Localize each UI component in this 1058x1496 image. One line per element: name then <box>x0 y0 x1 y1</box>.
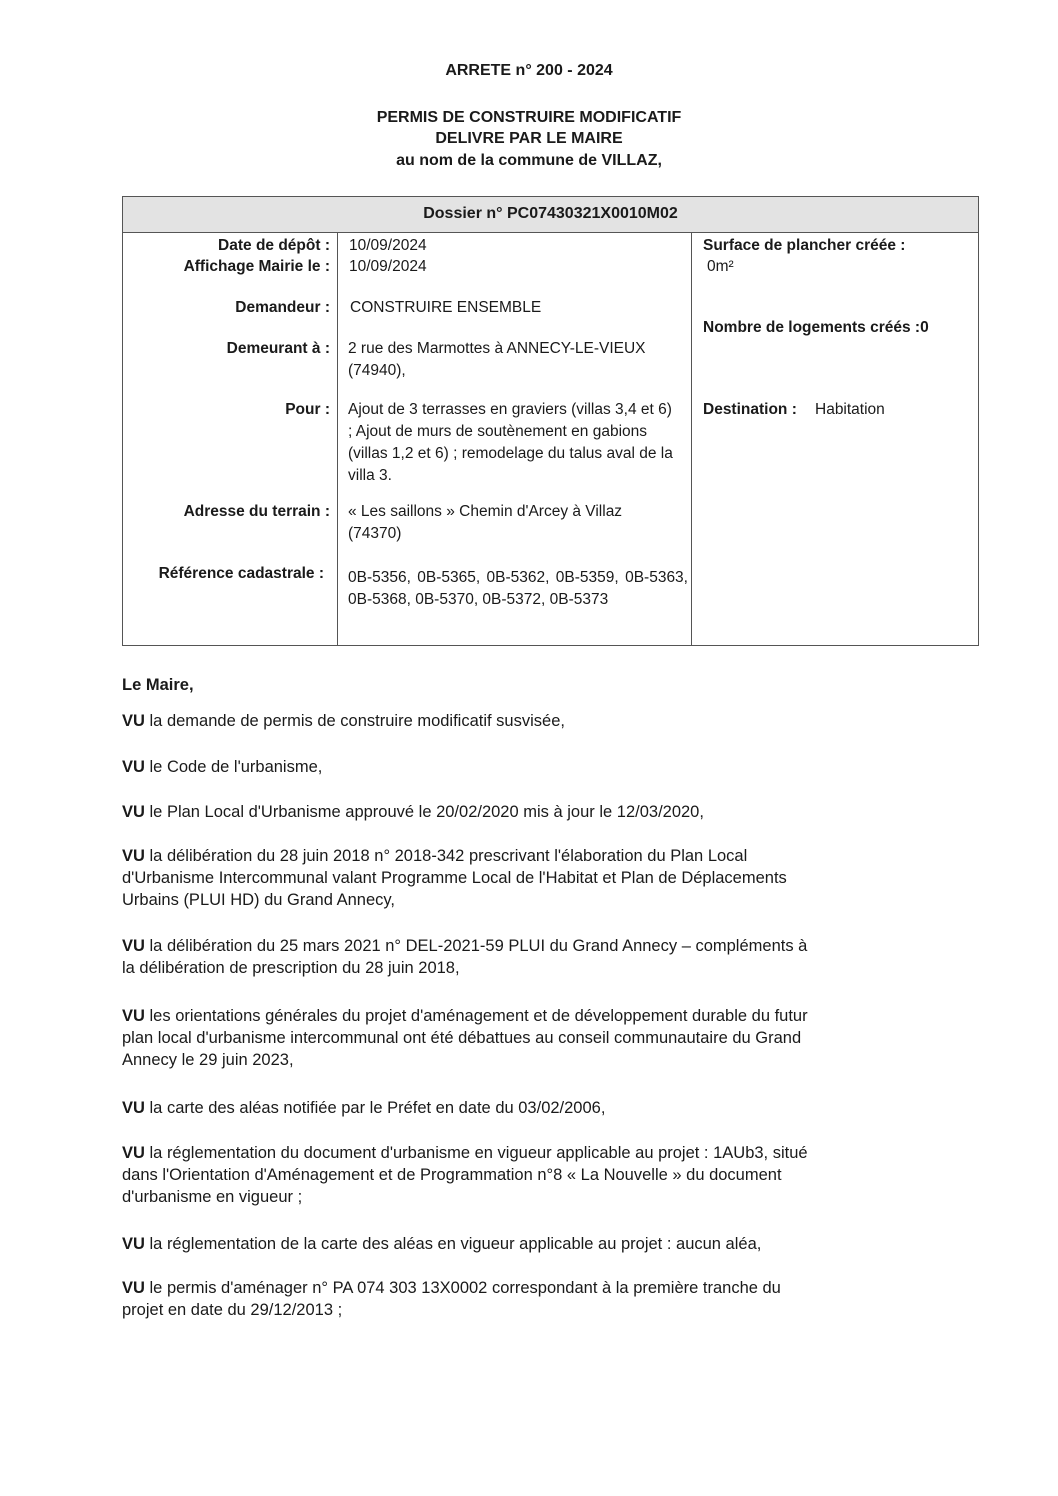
vu-paragraph: VU le Plan Local d'Urbanisme approuvé le 20/02/2020 mis à jour le 12/03/2020, <box>122 803 704 821</box>
pour-label: Pour : <box>285 401 330 418</box>
vu-paragraph: VU la délibération du 25 mars 2021 n° DEL-2021-59 PLUI du Grand Annecy – compléments à la délibération de prescription du 28 juin 2018, <box>122 937 808 977</box>
surface-value: 0m² <box>707 258 734 275</box>
date-depot-value: 10/09/2024 <box>349 237 427 254</box>
vu-paragraph: VU les orientations générales du projet d'aménagement et de développement durable du futur plan local d'urbanisme intercommunal ont été débattues au conseil communautaire du Grand Annecy le 29 juin 2023, <box>122 1007 808 1069</box>
vu-paragraph: VU la délibération du 28 juin 2018 n° 2018-342 prescrivant l'élaboration du Plan Local d'Urbanisme Intercommunal valant Programme Local de l'Habitat et Plan de Déplacements Urbains (PLUI HD) du Grand Annecy, <box>122 847 787 909</box>
dossier-number: Dossier n° PC07430321X0010M02 <box>123 197 978 233</box>
vu-paragraph: VU le permis d'aménager n° PA 074 303 13X0002 correspondant à la première tranche du projet en date du 29/12/2013 ; <box>122 1279 781 1319</box>
pour-value: Ajout de 3 terrasses en graviers (villas 3,4 et 6) ; Ajout de murs de soutènement en gabions (villas 1,2 et 6) ; remodelage du talus aval de la villa 3. <box>348 401 673 484</box>
affichage-label: Affichage Mairie le : <box>183 258 330 275</box>
arrete-number: ARRETE n° 200 - 2024 <box>445 62 613 79</box>
adresse-label: Adresse du terrain : <box>183 503 330 520</box>
vu-label: VU <box>122 1144 145 1162</box>
reference-value: 0B-5356, 0B-5365, 0B-5362, 0B-5359, 0B-5363, 0B-5368, 0B-5370, 0B-5372, 0B-5373 <box>348 569 688 608</box>
dossier-table <box>122 196 979 646</box>
affichage-value: 10/09/2024 <box>349 258 427 275</box>
demeurant-label: Demeurant à : <box>226 340 330 357</box>
destination-label: Destination : <box>703 401 797 418</box>
permit-type-title: PERMIS DE CONSTRUIRE MODIFICATIF <box>376 109 682 126</box>
vu-label: VU <box>122 1099 145 1117</box>
vu-paragraph: VU la carte des aléas notifiée par le Préfet en date du 03/02/2006, <box>122 1099 606 1117</box>
vu-label: VU <box>122 712 145 730</box>
vu-paragraph: VU la demande de permis de construire modificatif susvisée, <box>122 712 565 730</box>
table-divider <box>337 233 338 645</box>
vu-label: VU <box>122 803 145 821</box>
vu-label: VU <box>122 758 145 776</box>
vu-label: VU <box>122 1007 145 1025</box>
destination-value: Habitation <box>815 401 885 418</box>
issuer-title: DELIVRE PAR LE MAIRE <box>435 130 623 147</box>
vu-label: VU <box>122 1279 145 1297</box>
demeurant-value: 2 rue des Marmottes à ANNECY-LE-VIEUX (74940), <box>348 340 646 379</box>
surface-label: Surface de plancher créée : <box>703 237 906 254</box>
demandeur-value: CONSTRUIRE ENSEMBLE <box>350 299 542 316</box>
vu-paragraph: VU la réglementation de la carte des aléas en vigueur applicable au projet : aucun aléa, <box>122 1235 762 1253</box>
vu-label: VU <box>122 1235 145 1253</box>
commune-title: au nom de la commune de VILLAZ, <box>396 152 662 169</box>
vu-paragraph: VU le Code de l'urbanisme, <box>122 758 323 776</box>
logements-label: Nombre de logements créés :0 <box>703 319 929 336</box>
reference-label: Référence cadastrale : <box>158 565 324 582</box>
vu-paragraph: VU la réglementation du document d'urbanisme en vigueur applicable au projet : 1AUb3, situé dans l'Orientation d'Aménagement et de Programmation n°8 « La Nouvelle » du document d'urbanisme en vigueur ; <box>122 1144 808 1206</box>
demandeur-label: Demandeur : <box>235 299 330 316</box>
date-depot-label: Date de dépôt : <box>218 237 330 254</box>
table-divider <box>691 233 692 645</box>
vu-label: VU <box>122 847 145 865</box>
adresse-value: « Les saillons » Chemin d'Arcey à Villaz (74370) <box>348 503 623 542</box>
vu-label: VU <box>122 937 145 955</box>
le-maire-heading: Le Maire, <box>122 676 194 694</box>
